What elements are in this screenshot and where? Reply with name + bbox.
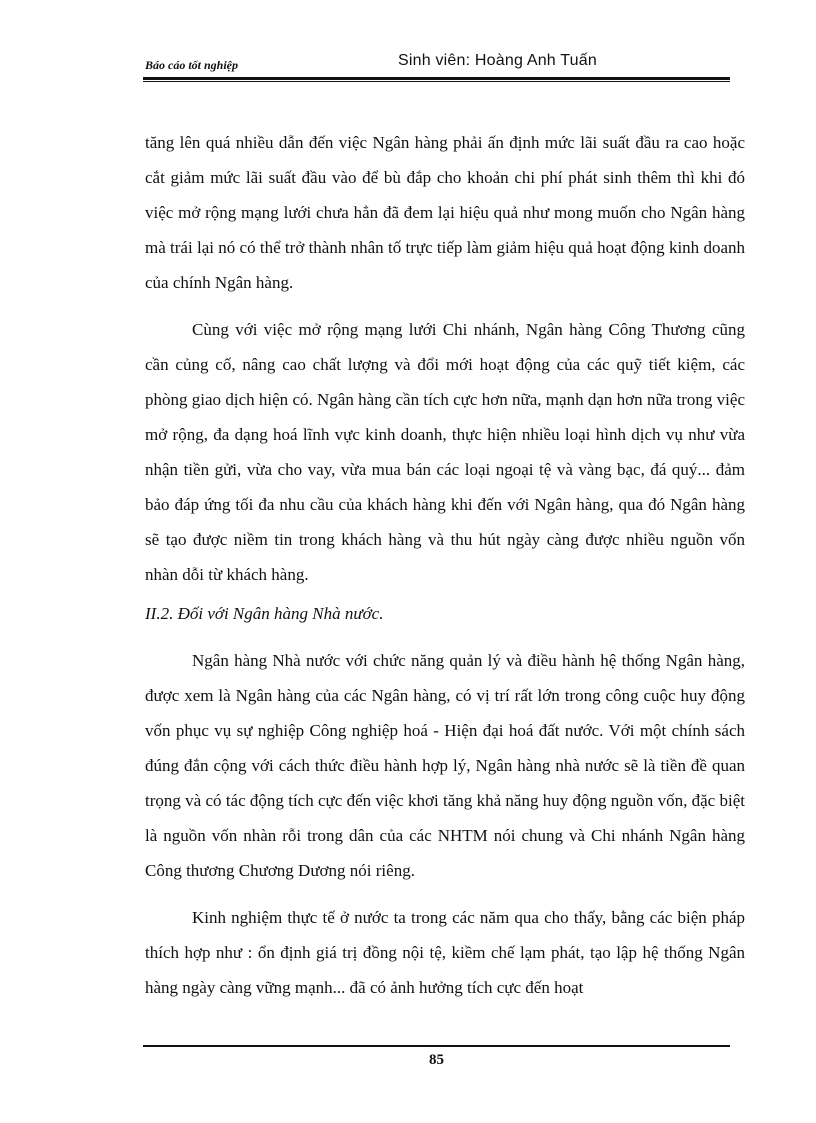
paragraph: Ngân hàng Nhà nước với chức năng quản lý và điều hành hệ thống Ngân hàng, được xem là Ngân hàng của các Ngân hàng, có vị trí rất lớn trong công cuộc huy động vốn phục vụ sự nghiệp Công nghiệp hoá - Hiện đại hoá đất nước. Với một chính sách đúng đắn cộng với cách thức điều hành hợp lý, Ngân hàng nhà nước sẽ là tiền đề quan trọng và có tác động tích cực đến việc khơi tăng khả năng huy động nguồn vốn, đặc biệt là nguồn vốn nhàn rỗi trong dân của các NHTM nói chung và Chi nhánh Ngân hàng Công thương Chương Dương nói riêng. — [145, 651, 745, 880]
page-number: 85 — [429, 1052, 444, 1068]
paragraph: Cùng với việc mở rộng mạng lưới Chi nhánh, Ngân hàng Công Thương cũng cần củng cố, nâng cao chất lượng và đổi mới hoạt động của các quỹ tiết kiệm, các phòng giao dịch hiện có. Ngân hàng cần tích cực hơn nữa, mạnh dạn hơn nữa trong việc mở rộng, đa dạng hoá lĩnh vực kinh doanh, thực hiện nhiều loại hình dịch vụ như vừa nhận tiền gửi, vừa cho vay, vừa mua bán các loại ngoại tệ và vàng bạc, đá quý... đảm bảo đáp ứng tối đa nhu cầu của khách hàng khi đến với Ngân hàng, qua đó Ngân hàng sẽ tạo được niềm tin trong khách hàng và thu hút ngày càng được nhiều nguồn vốn nhàn dỗi từ khách hàng. — [145, 320, 745, 584]
page-header — [143, 50, 730, 78]
footer-divider — [143, 1045, 730, 1047]
header-report-title: Báo cáo tốt nghiệp — [145, 58, 239, 72]
header-divider — [143, 77, 730, 82]
paragraph: Kinh nghiệm thực tế ở nước ta trong các năm qua cho thấy, bằng các biện pháp thích hợp như : ổn định giá trị đồng nội tệ, kiềm chế lạm phát, tạo lập hệ thống Ngân hàng ngày càng vững mạnh... đã có ảnh hưởng tích cực đến hoạt — [145, 908, 745, 997]
header-student-name: Sinh viên: Hoàng Anh Tuấn — [398, 52, 597, 69]
page-body — [145, 125, 745, 1005]
section-heading: II.2. Đối với Ngân hàng Nhà nước. — [145, 604, 384, 623]
paragraph-continuation: tăng lên quá nhiều dẫn đến việc Ngân hàng phải ấn định mức lãi suất đầu ra cao hoặc cắt giảm mức lãi suất đầu vào để bù đắp cho khoản chi phí phát sinh thêm thì khi đó việc mở rộng mạng lưới chưa hẳn đã đem lại hiệu quả như mong muốn cho Ngân hàng mà trái lại nó có thể trở thành nhân tố trực tiếp làm giảm hiệu quả hoạt động kinh doanh của chính Ngân hàng. — [145, 133, 745, 292]
